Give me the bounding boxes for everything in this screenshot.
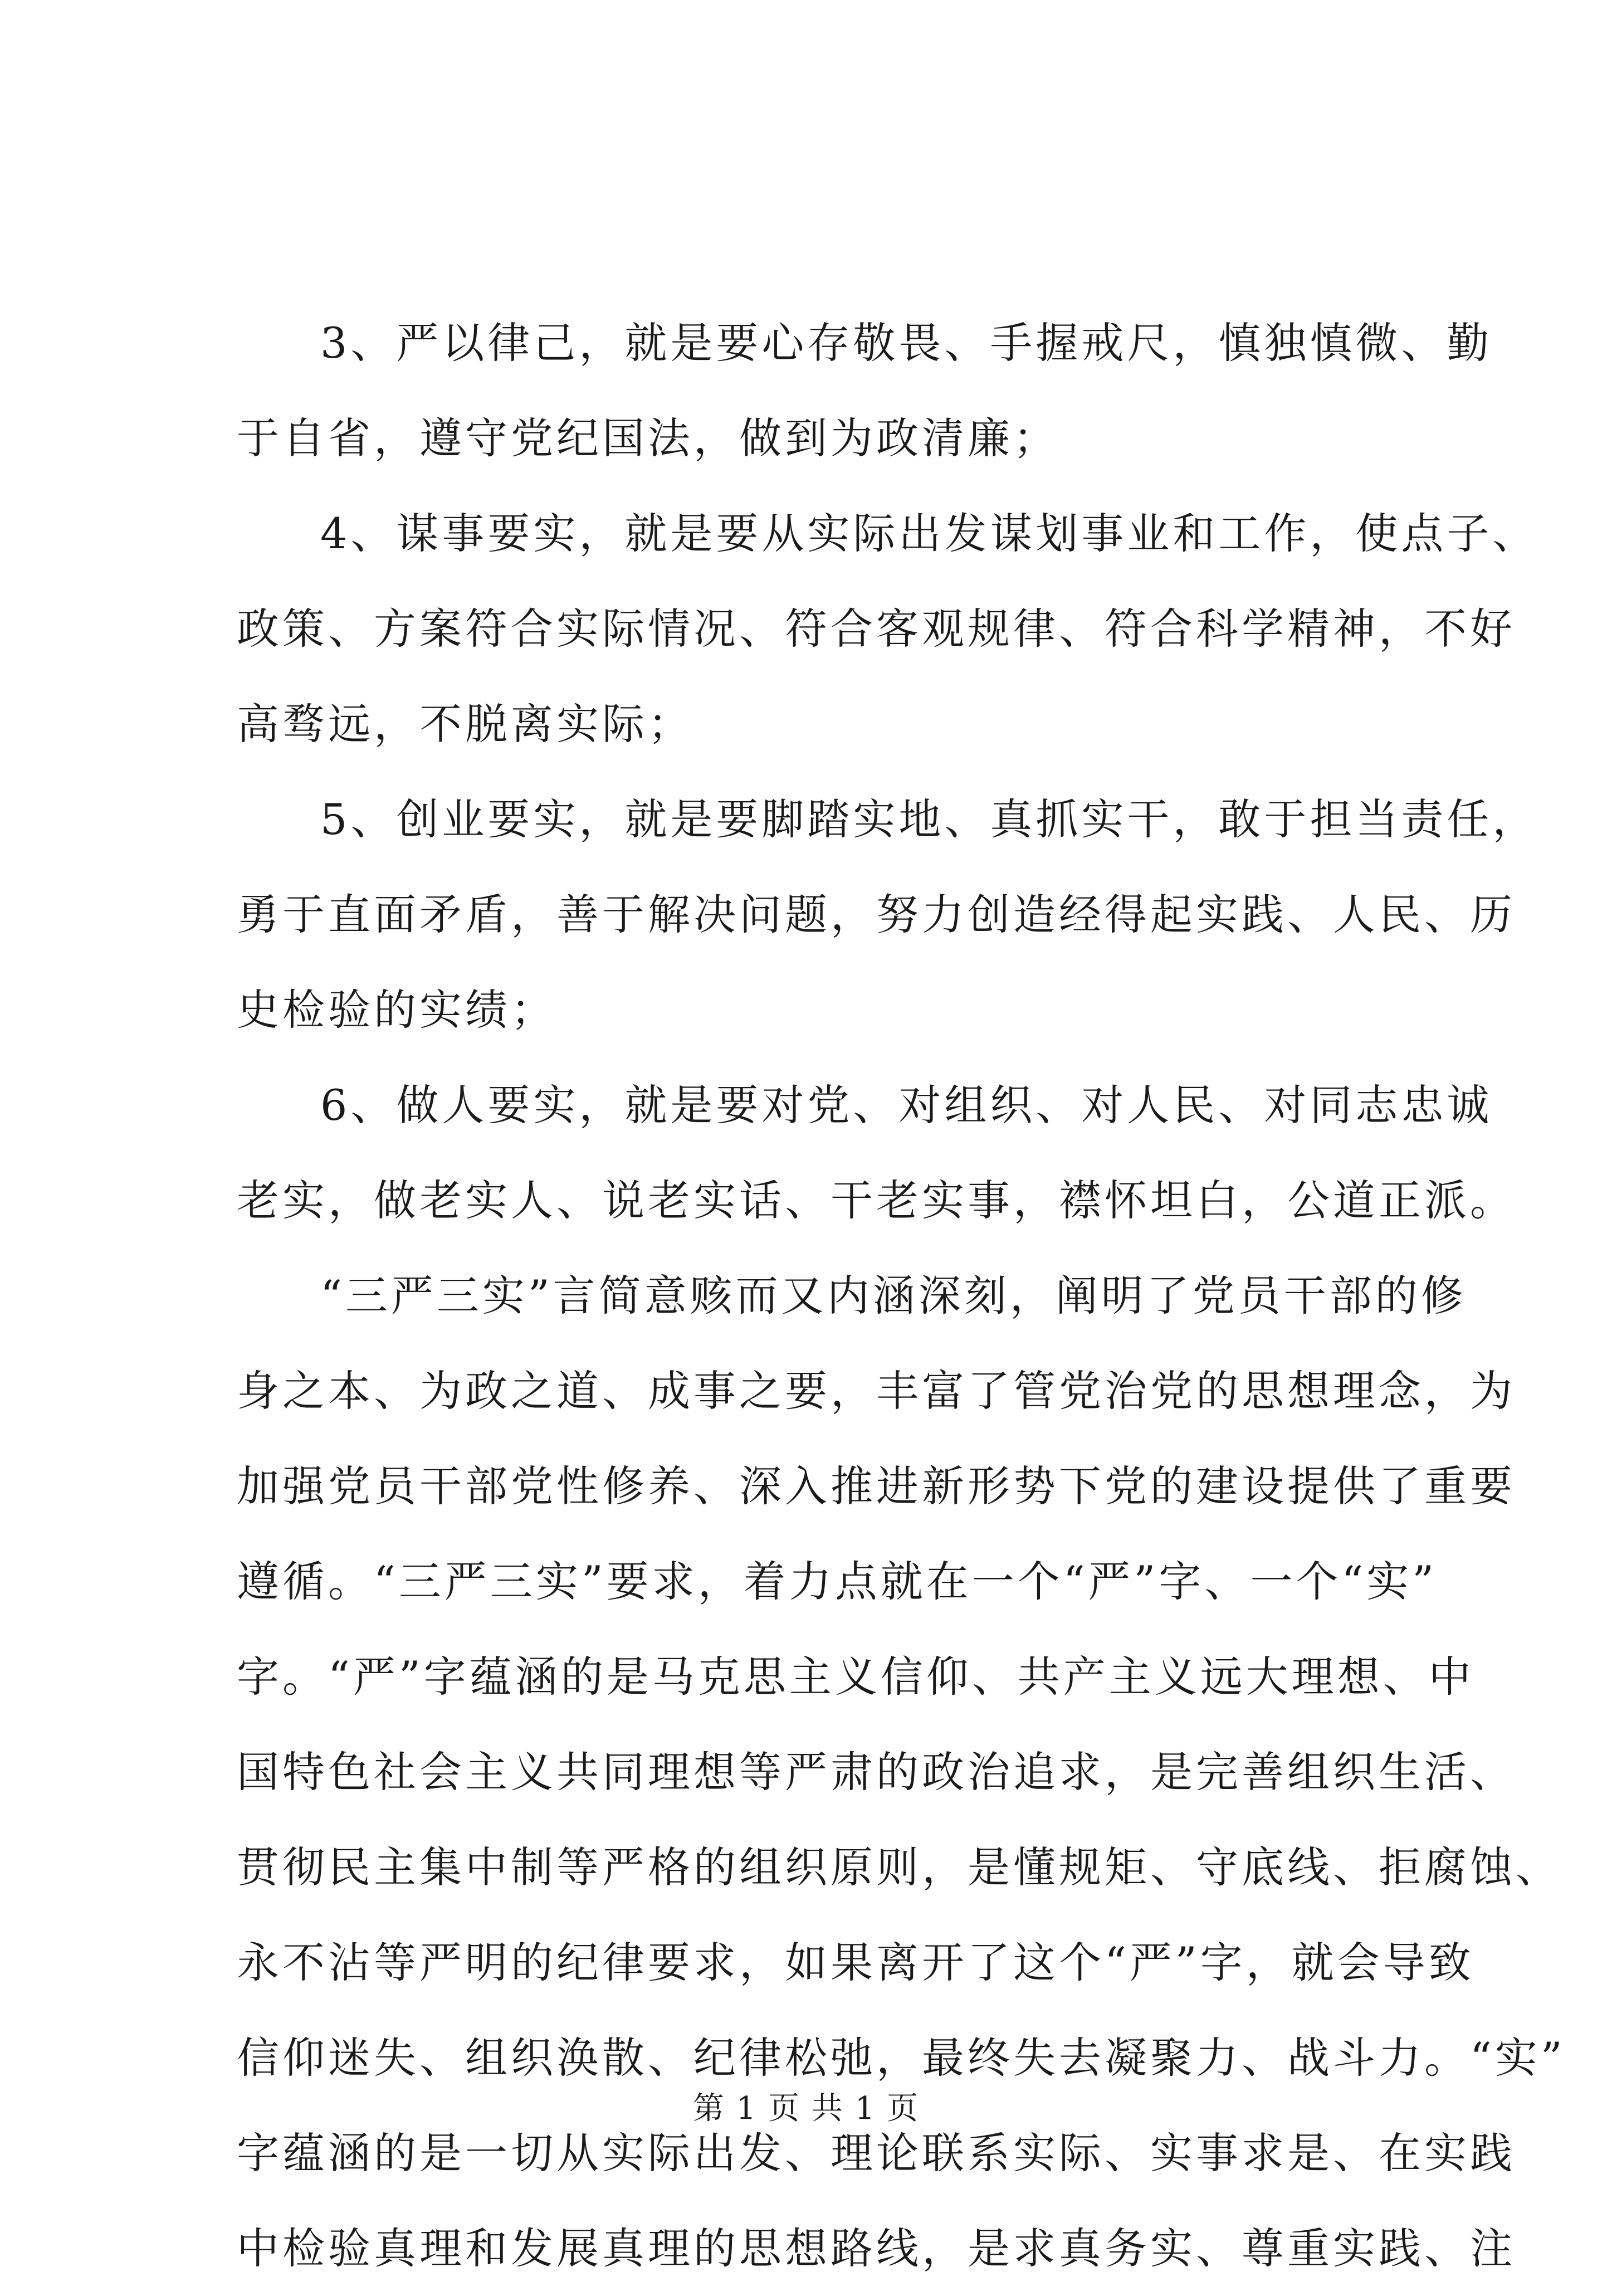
text-line: 遵循。“三严三实”要求，着力点就在一个“严”字、一个“实” <box>237 1557 1438 1606</box>
text-line: 贯彻民主集中制等严格的组织原则，是懂规矩、守底线、拒腐蚀、 <box>237 1842 1561 1892</box>
text-line: 中检验真理和发展真理的思想路线，是求真务实、尊重实践、注 <box>237 2224 1516 2273</box>
text-line: 6、做人要实，就是要对党、对组织、对人民、对同志忠诚 <box>320 1080 1493 1130</box>
text-line: 史检验的实绩； <box>237 985 556 1035</box>
text-line: 老实，做老实人、说老实话、干老实事，襟怀坦白，公道正派。 <box>237 1176 1516 1225</box>
text-line: 字蕴涵的是一切从实际出发、理论联系实际、实事求是、在实践 <box>237 2128 1516 2178</box>
text-line: 永不沾等严明的纪律要求，如果离开了这个“严”字，就会导致 <box>237 1938 1474 1987</box>
text-line: “三严三实”言简意赅而又内涵深刻，阐明了党员干部的修 <box>320 1271 1467 1320</box>
document-body <box>237 295 1566 2296</box>
text-line: 加强党员干部党性修养、深入推进新形势下党的建设提供了重要 <box>237 1461 1516 1511</box>
text-line: 高骛远，不脱离实际； <box>237 699 693 749</box>
text-line: 身之本、为政之道、成事之要，丰富了管党治党的思想理念，为 <box>237 1366 1516 1416</box>
text-line: 字。“严”字蕴涵的是马克思主义信仰、共产主义远大理想、中 <box>237 1652 1474 1702</box>
text-line: 信仰迷失、组织涣散、纪律松弛，最终失去凝聚力、战斗力。“实” <box>237 2033 1566 2083</box>
text-line: 4、谋事要实，就是要从实际出发谋划事业和工作，使点子、 <box>320 509 1538 558</box>
page-number-footer: 第 1 页 共 1 页 <box>692 2090 920 2127</box>
text-line: 政策、方案符合实际情况、符合客观规律、符合科学精神，不好 <box>237 604 1516 654</box>
text-line: 国特色社会主义共同理想等严肃的政治追求，是完善组织生活、 <box>237 1747 1516 1797</box>
text-line: 3、严以律己，就是要心存敬畏、手握戒尺，慎独慎微、勤 <box>320 318 1493 368</box>
text-line: 5、创业要实，就是要脚踏实地、真抓实干，敢于担当责任， <box>320 794 1538 844</box>
text-line: 于自省，遵守党纪国法，做到为政清廉； <box>237 413 1059 463</box>
text-line: 勇于直面矛盾，善于解决问题，努力创造经得起实践、人民、历 <box>237 890 1516 939</box>
